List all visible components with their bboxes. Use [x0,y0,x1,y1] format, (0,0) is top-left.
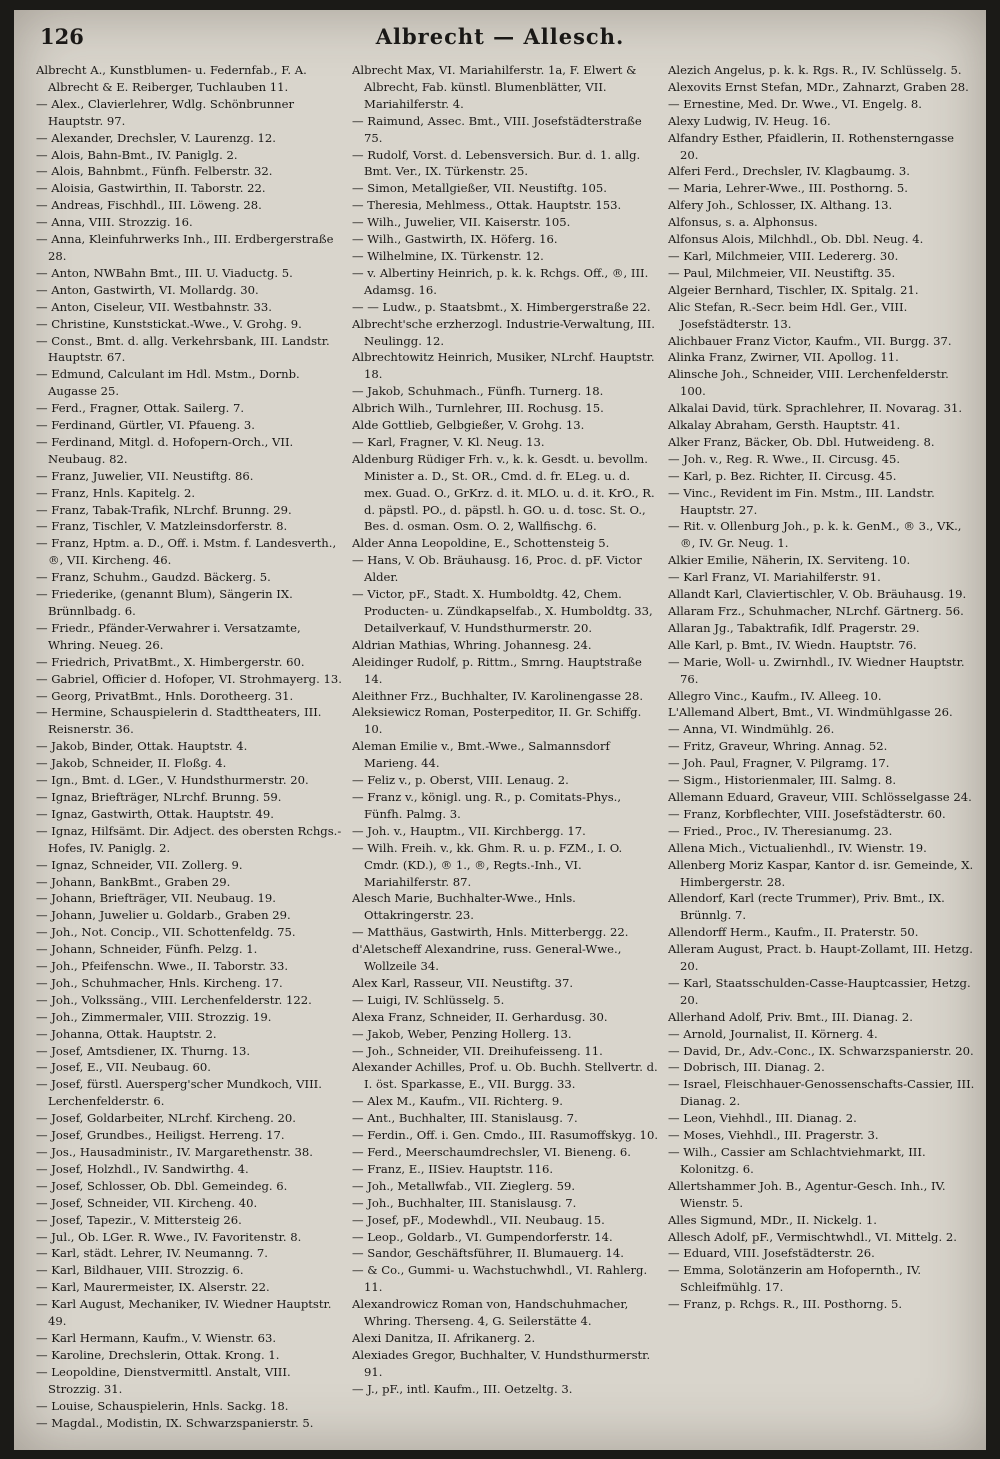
directory-entry: — Dobrisch, III. Dianag. 2. [668,1060,825,1075]
directory-entry: Allemann Eduard, Graveur, VIII. Schlösselgasse 24. [668,789,972,804]
directory-entry: — Moses, Viehhdl., III. Pragerstr. 3. [668,1128,879,1143]
directory-entry: — Ernestine, Med. Dr. Wwe., VI. Engelg. 8. [668,96,922,111]
directory-entry: Alfonsus Alois, Milchhdl., Ob. Dbl. Neug. 4. [668,232,924,247]
directory-entry: — Hans, V. Ob. Bräuhausg. 16, Proc. d. pF. Victor Alder. [352,553,642,585]
directory-entry: Alles Sigmund, MDr., II. Nickelg. 1. [668,1212,877,1227]
directory-entry: — J., pF., intl. Kaufm., III. Oetzeltg. 3. [352,1381,573,1396]
directory-entry: — Alois, Bahn-Bmt., IV. Paniglg. 2. [36,147,238,162]
directory-entry: — Josef, E., VII. Neubaug. 60. [36,1060,211,1075]
directory-entry: — Ferd., Meerschaumdrechsler, VI. Bieneng. 6. [352,1145,631,1159]
directory-entry: — Sandor, Geschäftsführer, II. Blumauerg. 14. [352,1246,624,1261]
directory-entry: — Franz, Juwelier, VII. Neustiftg. 86. [36,468,254,483]
directory-entry: — Ferd., Fragner, Ottak. Sailerg. 7. [36,401,245,416]
directory-entry: — Johanna, Ottak. Hauptstr. 2. [36,1026,217,1041]
directory-entry: — Jul., Ob. LGer. R. Wwe., IV. Favoritenstr. 8. [36,1229,302,1244]
directory-entry: — Matthäus, Gastwirth, Hnls. Mitterbergg. 22. [352,925,629,940]
directory-entry: — Gabriel, Officier d. Hofoper, VI. Strohmayerg. 13. [36,671,342,686]
directory-entry: — Ignaz, Hilfsämt. Dir. Adject. des obersten Rchgs.-Hofes, IV. Paniglg. 2. [36,823,342,855]
directory-entry: — Fritz, Graveur, Whring. Annag. 52. [668,739,888,754]
directory-entry: — Joh., Pfeifenschn. Wwe., II. Taborstr. 33. [36,959,289,974]
directory-entry: Algeier Bernhard, Tischler, IX. Spitalg. 21. [668,282,919,297]
directory-entry: Allaram Frz., Schuhmacher, NLrchf. Gärtnerg. 56. [668,604,964,618]
directory-entry: — Anton, Ciseleur, VII. Westbahnstr. 33. [36,299,272,314]
directory-entry: Albrich Wilh., Turnlehrer, III. Rochusg. 15. [352,401,604,416]
directory-entry: — Josef, Schlosser, Ob. Dbl. Gemeindeg. 6. [36,1178,288,1193]
directory-entry: — Anna, Kleinfuhrwerks Inh., III. Erdbergerstraße 28. [36,232,334,263]
directory-entry: — Theresia, Mehlmess., Ottak. Hauptstr. 153. [352,198,622,213]
directory-entry: — Luigi, IV. Schlüsselg. 5. [352,992,505,1007]
directory-entry: Alinka Franz, Zwirner, VII. Apollog. 11. [668,350,899,365]
directory-entry: Albrechtowitz Heinrich, Musiker, NLrchf. Hauptstr. 18. [352,350,655,382]
directory-entry: — Marie, Woll- u. Zwirnhdl., IV. Wiedner Hauptstr. 76. [668,654,965,686]
directory-entry: — Jos., Hausadministr., IV. Margarethenstr. 38. [36,1145,313,1159]
directory-entry: — Ferdin., Off. i. Gen. Cmdo., III. Rasumoffskyg. 10. [352,1128,658,1143]
directory-entry: — v. Albertiny Heinrich, p. k. k. Rchgs. Off., ®, III. Adamsg. 16. [352,265,649,297]
directory-entry: — Louise, Schauspielerin, Hnls. Sackg. 18. [36,1398,289,1413]
directory-entry: Aldrian Mathias, Whring. Johannesg. 24. [352,637,592,652]
directory-entry: Alic Stefan, R.-Secr. beim Hdl. Ger., VIII. Josefstädterstr. 13. [668,299,908,331]
directory-entry: Alexy Ludwig, IV. Heug. 16. [668,113,831,128]
directory-entry: — Eduard, VIII. Josefstädterstr. 26. [668,1246,875,1261]
directory-entry: Alichbauer Franz Victor, Kaufm., VII. Burgg. 37. [668,333,952,348]
directory-entry: — & Co., Gummi- u. Wachstuchwhdl., VI. Rahlerg. 11. [352,1263,648,1295]
directory-entry: — Karl, Fragner, V. Kl. Neug. 13. [352,434,545,449]
directory-entry: — Karoline, Drechslerin, Ottak. Krong. 1. [36,1347,280,1362]
directory-page [14,10,986,1450]
directory-entry: — Aloisia, Gastwirthin, II. Taborstr. 22. [36,181,266,196]
directory-entry: — Israel, Fleischhauer-Genossenschafts-Cassier, III. Dianag. 2. [668,1077,975,1109]
directory-entry: — Jakob, Binder, Ottak. Hauptstr. 4. [36,739,248,754]
directory-entry: Alleram August, Pract. b. Haupt-Zollamt, III. Hetzg. 20. [668,942,973,974]
directory-entry: — Josef, Amtsdiener, IX. Thurng. 13. [36,1043,251,1058]
directory-entry: Alesch Marie, Buchhalter-Wwe., Hnls. Ottakringerstr. 23. [352,891,576,923]
directory-entry: — Feliz v., p. Oberst, VIII. Lenaug. 2. [352,773,569,788]
directory-entry: — Rudolf, Vorst. d. Lebensversich. Bur. d. 1. allg. Bmt. Ver., IX. Türkenstr. 25. [352,147,641,179]
directory-entry: — Rit. v. Ollenburg Joh., p. k. k. GenM., ® 3., VK., ®, IV. Gr. Neug. 1. [668,519,962,551]
directory-entry: Aleidinger Rudolf, p. Rittm., Smrng. Hauptstraße 14. [352,654,642,686]
directory-entry: — Franz, Hnls. Kapitelg. 2. [36,485,196,500]
directory-entry: Alexander Achilles, Prof. u. Ob. Buchh. Stellvertr. d. I. öst. Sparkasse, E., VII. Burgg. 33. [352,1060,658,1092]
directory-entry: — Joh., Volkssäng., VIII. Lerchenfelderstr. 122. [36,992,312,1007]
directory-entry: — Jakob, Schneider, II. Floßg. 4. [36,756,227,771]
entry-columns [36,62,980,1446]
directory-entry: — Josef, Holzhdl., IV. Sandwirthg. 4. [36,1161,249,1176]
directory-entry: Alkier Emilie, Näherin, IX. Serviteng. 10. [668,553,911,568]
directory-entry: — Ferdinand, Mitgl. d. Hofopern-Orch., VII. Neubaug. 82. [36,434,294,466]
directory-entry: Aleithner Frz., Buchhalter, IV. Karolinengasse 28. [352,688,644,703]
directory-entry: — Ignaz, Briefträger, NLrchf. Brunng. 59. [36,789,282,804]
directory-entry: — Alexander, Drechsler, V. Laurenzg. 12. [36,130,276,145]
directory-entry: Alexa Franz, Schneider, II. Gerhardusg. 30. [352,1009,608,1024]
directory-entry: Alexandrowicz Roman von, Handschuhmacher, Whring. Therseng. 4, G. Seilerstätte 4. [352,1297,629,1329]
directory-entry: — Johann, Juwelier u. Goldarb., Graben 29. [36,908,291,923]
directory-entry: — Sigm., Historienmaler, III. Salmg. 8. [668,773,897,788]
directory-entry: Albrecht'sche erzherzogl. Industrie-Verwaltung, III. Neulingg. 12. [352,316,655,348]
directory-entry: Allerhand Adolf, Priv. Bmt., III. Dianag. 2. [668,1009,913,1024]
directory-entry: — Johann, Schneider, Fünfh. Pelzg. 1. [36,942,258,957]
directory-entry: — Wilh., Juwelier, VII. Kaiserstr. 105. [352,215,571,230]
directory-entry: Alfandry Esther, Pfaidlerin, II. Rothensterngasse 20. [668,130,955,162]
directory-entry: — Anton, Gastwirth, VI. Mollardg. 30. [36,282,259,297]
directory-entry: — Wilh. Freih. v., kk. Ghm. R. u. p. FZM., I. O. Cmdr. (KD.), ® 1., ®, Regts.-Inh., VI. Mariahilferstr. 87. [352,840,623,889]
directory-entry: — Joh. v., Reg. R. Wwe., II. Circusg. 45. [668,451,901,466]
page-number: 126 [40,24,84,49]
directory-entry: — Anna, VI. Windmühlg. 26. [668,722,835,737]
directory-entry: — Franz v., königl. ung. R., p. Comitats-Phys., Fünfh. Palmg. 3. [352,789,622,821]
directory-entry: — Andreas, Fischhdl., III. Löweng. 28. [36,198,262,213]
directory-entry: Aleman Emilie v., Bmt.-Wwe., Salmannsdorf Marieng. 44. [352,739,610,771]
directory-entry: — Franz, p. Rchgs. R., III. Posthorng. 5. [668,1297,903,1312]
directory-entry: — Maria, Lehrer-Wwe., III. Posthorng. 5. [668,181,908,196]
directory-entry: — Christine, Kunststickat.-Wwe., V. Grohg. 9. [36,316,302,331]
directory-entry: — Edmund, Calculant im Hdl. Mstm., Dornb. Augasse 25. [36,367,300,399]
directory-entry: — Karl, Milchmeier, VIII. Ledererg. 30. [668,248,899,263]
directory-entry: — Magdal., Modistin, IX. Schwarzspanierstr. 5. [36,1415,314,1430]
directory-entry: — Hermine, Schauspielerin d. Stadttheaters, III. Reisnerstr. 36. [36,705,322,737]
directory-entry: — Josef, Goldarbeiter, NLrchf. Kircheng. 20. [36,1111,296,1126]
directory-entry: — Josef, fürstl. Auersperg'scher Mundkoch, VIII. Lerchenfelderstr. 6. [36,1077,322,1109]
column-middle [352,62,660,1446]
directory-entry: — Karl, Bildhauer, VIII. Strozzig. 6. [36,1263,244,1278]
directory-entry: Alex Karl, Rasseur, VII. Neustiftg. 37. [352,975,574,990]
directory-entry: — Wilh., Gastwirth, IX. Höferg. 16. [352,232,558,247]
directory-entry: — Ignaz, Schneider, VII. Zollerg. 9. [36,857,243,872]
running-head: Albrecht — Allesch. [375,24,625,49]
directory-entry: Allendorf, Karl (recte Trummer), Priv. Bmt., IX. Brünnlg. 7. [668,891,945,923]
directory-entry: — Josef, Tapezir., V. Mittersteig 26. [36,1212,242,1227]
directory-entry: Allena Mich., Victualienhdl., IV. Wienstr. 19. [668,840,927,855]
directory-entry: — Anton, NWBahn Bmt., III. U. Viaductg. 5. [36,265,293,280]
directory-entry: — Alex M., Kaufm., VII. Richterg. 9. [352,1094,563,1109]
directory-entry: Albrecht A., Kunstblumen- u. Federnfab., F. A. Albrecht & E. Reiberger, Tuchlauben 11. [36,63,307,94]
directory-entry: Allandt Karl, Claviertischler, V. Ob. Bräuhausg. 19. [668,587,967,602]
directory-entry: — David, Dr., Adv.-Conc., IX. Schwarzspanierstr. 20. [668,1043,974,1058]
directory-entry: Aleksiewicz Roman, Posterpeditor, II. Gr. Schiffg. 10. [352,705,642,737]
directory-entry: — Ign., Bmt. d. LGer., V. Hundsthurmerstr. 20. [36,773,309,788]
directory-entry: — Johann, BankBmt., Graben 29. [36,874,231,889]
column-right [668,62,976,1446]
directory-entry: — Raimund, Assec. Bmt., VIII. Josefstädterstraße 75. [352,113,642,145]
directory-entry: — Alex., Clavierlehrer, Wdlg. Schönbrunner Hauptstr. 97. [36,96,294,128]
directory-entry: Alle Karl, p. Bmt., IV. Wiedn. Hauptstr. 76. [668,637,917,652]
directory-entry: — Karl Hermann, Kaufm., V. Wienstr. 63. [36,1330,277,1345]
directory-entry: — Friedrich, PrivatBmt., X. Himbergerstr. 60. [36,654,305,669]
directory-entry: — Ferdinand, Gürtler, VI. Pfaueng. 3. [36,418,255,433]
directory-entry: Allegro Vinc., Kaufm., IV. Alleeg. 10. [668,688,882,703]
directory-entry: — — Ludw., p. Staatsbmt., X. Himbergerstraße 22. [352,299,651,314]
directory-entry: — Josef, Schneider, VII. Kircheng. 40. [36,1195,258,1210]
directory-entry: Albrecht Max, VI. Mariahilferstr. 1a, F. Elwert & Albrecht, Fab. künstl. Blumenblätter, VII. Mariahilferstr. 4. [352,63,637,111]
directory-entry: — Vinc., Revident im Fin. Mstm., III. Landstr. Hauptstr. 27. [668,485,935,517]
directory-entry: Alkalai David, türk. Sprachlehrer, II. Novarag. 31. [668,401,963,416]
directory-entry: — Simon, Metallgießer, VII. Neustiftg. 105. [352,181,607,196]
directory-entry: — Leopoldine, Dienstvermittl. Anstalt, VIII. Strozzig. 31. [36,1364,291,1396]
directory-entry: — Ignaz, Gastwirth, Ottak. Hauptstr. 49. [36,806,274,821]
directory-entry: Alfonsus, s. a. Alphonsus. [668,215,818,230]
directory-entry: d'Aletscheff Alexandrine, russ. General-Wwe., Wollzeile 34. [352,942,622,974]
directory-entry: — Paul, Milchmeier, VII. Neustiftg. 35. [668,265,896,280]
directory-entry: Alker Franz, Bäcker, Ob. Dbl. Hutweideng. 8. [668,434,935,449]
directory-entry: Alexovits Ernst Stefan, MDr., Zahnarzt, Graben 28. [668,79,969,94]
directory-entry: — Anna, VIII. Strozzig. 16. [36,215,193,230]
directory-entry: Alkalay Abraham, Gersth. Hauptstr. 41. [668,418,901,433]
directory-entry: Alezich Angelus, p. k. k. Rgs. R., IV. Schlüsselg. 5. [668,63,962,77]
directory-entry: — Joh. v., Hauptm., VII. Kirchbergg. 17. [352,823,586,838]
directory-entry: — Alois, Bahnbmt., Fünfh. Felberstr. 32. [36,164,273,179]
directory-entry: — Johann, Briefträger, VII. Neubaug. 19. [36,891,276,906]
directory-entry: — Leon, Viehhdl., III. Dianag. 2. [668,1111,857,1126]
directory-entry: — Friedr., Pfänder-Verwahrer i. Versatzamte, Whring. Neueg. 26. [36,620,301,652]
directory-entry: Allaran Jg., Tabaktrafik, Idlf. Pragerstr. 29. [668,620,920,635]
directory-entry: — Wilhelmine, IX. Türkenstr. 12. [352,248,544,263]
directory-entry: — Jakob, Schuhmach., Fünfh. Turnerg. 18. [352,384,604,399]
directory-entry: L'Allemand Albert, Bmt., VI. Windmühlgasse 26. [668,705,953,720]
directory-entry: Alfery Joh., Schlosser, IX. Althang. 13. [668,198,893,213]
directory-entry: — Joh., Not. Concip., VII. Schottenfeldg. 75. [36,925,296,940]
directory-entry: — Ant., Buchhalter, III. Stanislausg. 7. [352,1111,578,1126]
directory-entry: — Karl Franz, VI. Mariahilferstr. 91. [668,570,881,585]
directory-entry: — Karl, Maurermeister, IX. Alserstr. 22. [36,1280,270,1295]
directory-entry: Allesch Adolf, pF., Vermischtwhdl., VI. Mittelg. 2. [668,1229,957,1244]
directory-entry: — Joh., Metallwfab., VII. Zieglerg. 59. [352,1178,576,1193]
directory-entry: — Franz, Tabak-Trafik, NLrchf. Brunng. 29. [36,502,292,517]
directory-entry: Allenberg Moriz Kaspar, Kantor d. isr. Gemeinde, X. Himbergerstr. 28. [668,857,974,889]
directory-entry: — Const., Bmt. d. allg. Verkehrsbank, III. Landstr. Hauptstr. 67. [36,333,330,365]
directory-entry: Alferi Ferd., Drechsler, IV. Klagbaumg. 3. [668,164,910,179]
directory-entry: — Georg, PrivatBmt., Hnls. Dorotheerg. 31. [36,688,294,703]
directory-entry: — Franz, E., IISiev. Hauptstr. 116. [352,1161,554,1176]
directory-entry: — Friederike, (genannt Blum), Sängerin IX. Brünnlbadg. 6. [36,587,293,618]
page-header [14,10,986,56]
directory-entry: Allendorff Herm., Kaufm., II. Praterstr. 50. [668,925,919,940]
directory-entry: — Josef, pF., Modewhdl., VII. Neubaug. 15. [352,1212,605,1227]
directory-entry: — Karl, Staatsschulden-Casse-Hauptcassier, Hetzg. 20. [668,975,971,1007]
directory-entry: Alde Gottlieb, Gelbgießer, V. Grohg. 13. [352,418,585,433]
directory-entry: Alder Anna Leopoldine, E., Schottensteig 5. [352,536,610,551]
column-left [36,62,344,1446]
directory-entry: — Franz, Tischler, V. Matzleinsdorferstr. 8. [36,519,288,534]
directory-entry: — Franz, Korbflechter, VIII. Josefstädterstr. 60. [668,806,946,821]
directory-entry: — Emma, Solotänzerin am Hofopernth., IV. Schleifmühlg. 17. [668,1263,922,1295]
directory-entry: — Arnold, Journalist, II. Körnerg. 4. [668,1026,878,1041]
directory-entry: — Joh., Zimmermaler, VIII. Strozzig. 19. [36,1009,272,1024]
directory-entry: — Victor, pF., Stadt. X. Humboldtg. 42, Chem. Producten- u. Zündkapselfab., X. Humboldtg. 33, Detailverkauf, V. Hundsthurmerstr. 20. [352,587,653,635]
directory-entry: Aldenburg Rüdiger Frh. v., k. k. Gesdt. u. bevollm. Minister a. D., St. OR., Cmd. d. fr. ELeg. u. d. mex. Guad. O., GrKrz. d. it. MLO. u. d. it. KrO., R. d. päpstl. PO., d. päpstl. h. GO. u. d. tosc. St. O., Bes. d. osman. Osm. O. 2, Wallfischg. 6. [352,451,655,534]
directory-entry: — Joh., Schneider, VII. Dreihufeisseng. 11. [352,1043,603,1058]
directory-entry: Alinsche Joh., Schneider, VIII. Lerchenfelderstr. 100. [668,367,949,399]
directory-entry: — Wilh., Cassier am Schlachtviehmarkt, III. Kolonitzg. 6. [668,1145,926,1176]
directory-entry: — Jakob, Weber, Penzing Hollerg. 13. [352,1026,572,1041]
directory-entry: Allertshammer Joh. B., Agentur-Gesch. Inh., IV. Wienstr. 5. [668,1178,946,1210]
directory-entry: — Fried., Proc., IV. Theresianumg. 23. [668,823,893,838]
directory-entry: — Karl, städt. Lehrer, IV. Neumanng. 7. [36,1246,268,1261]
directory-entry: — Leop., Goldarb., VI. Gumpendorferstr. 14. [352,1229,613,1244]
directory-entry: — Josef, Grundbes., Heiligst. Herreng. 17. [36,1128,285,1143]
directory-entry: — Joh., Buchhalter, III. Stanislausg. 7. [352,1195,577,1210]
directory-entry: Alexiades Gregor, Buchhalter, V. Hundsthurmerstr. 91. [352,1347,651,1379]
directory-entry: — Joh. Paul, Fragner, V. Pilgramg. 17. [668,756,890,771]
directory-entry: — Franz, Hptm. a. D., Off. i. Mstm. f. Landesverth., ®, VII. Kircheng. 46. [36,536,337,568]
directory-entry: — Karl August, Mechaniker, IV. Wiedner Hauptstr. 49. [36,1297,332,1329]
directory-entry: — Karl, p. Bez. Richter, II. Circusg. 45. [668,468,897,483]
directory-entry: — Joh., Schuhmacher, Hnls. Kircheng. 17. [36,975,283,990]
directory-entry: Alexi Danitza, II. Afrikanerg. 2. [352,1330,536,1345]
directory-entry: — Franz, Schuhm., Gaudzd. Bäckerg. 5. [36,570,271,585]
